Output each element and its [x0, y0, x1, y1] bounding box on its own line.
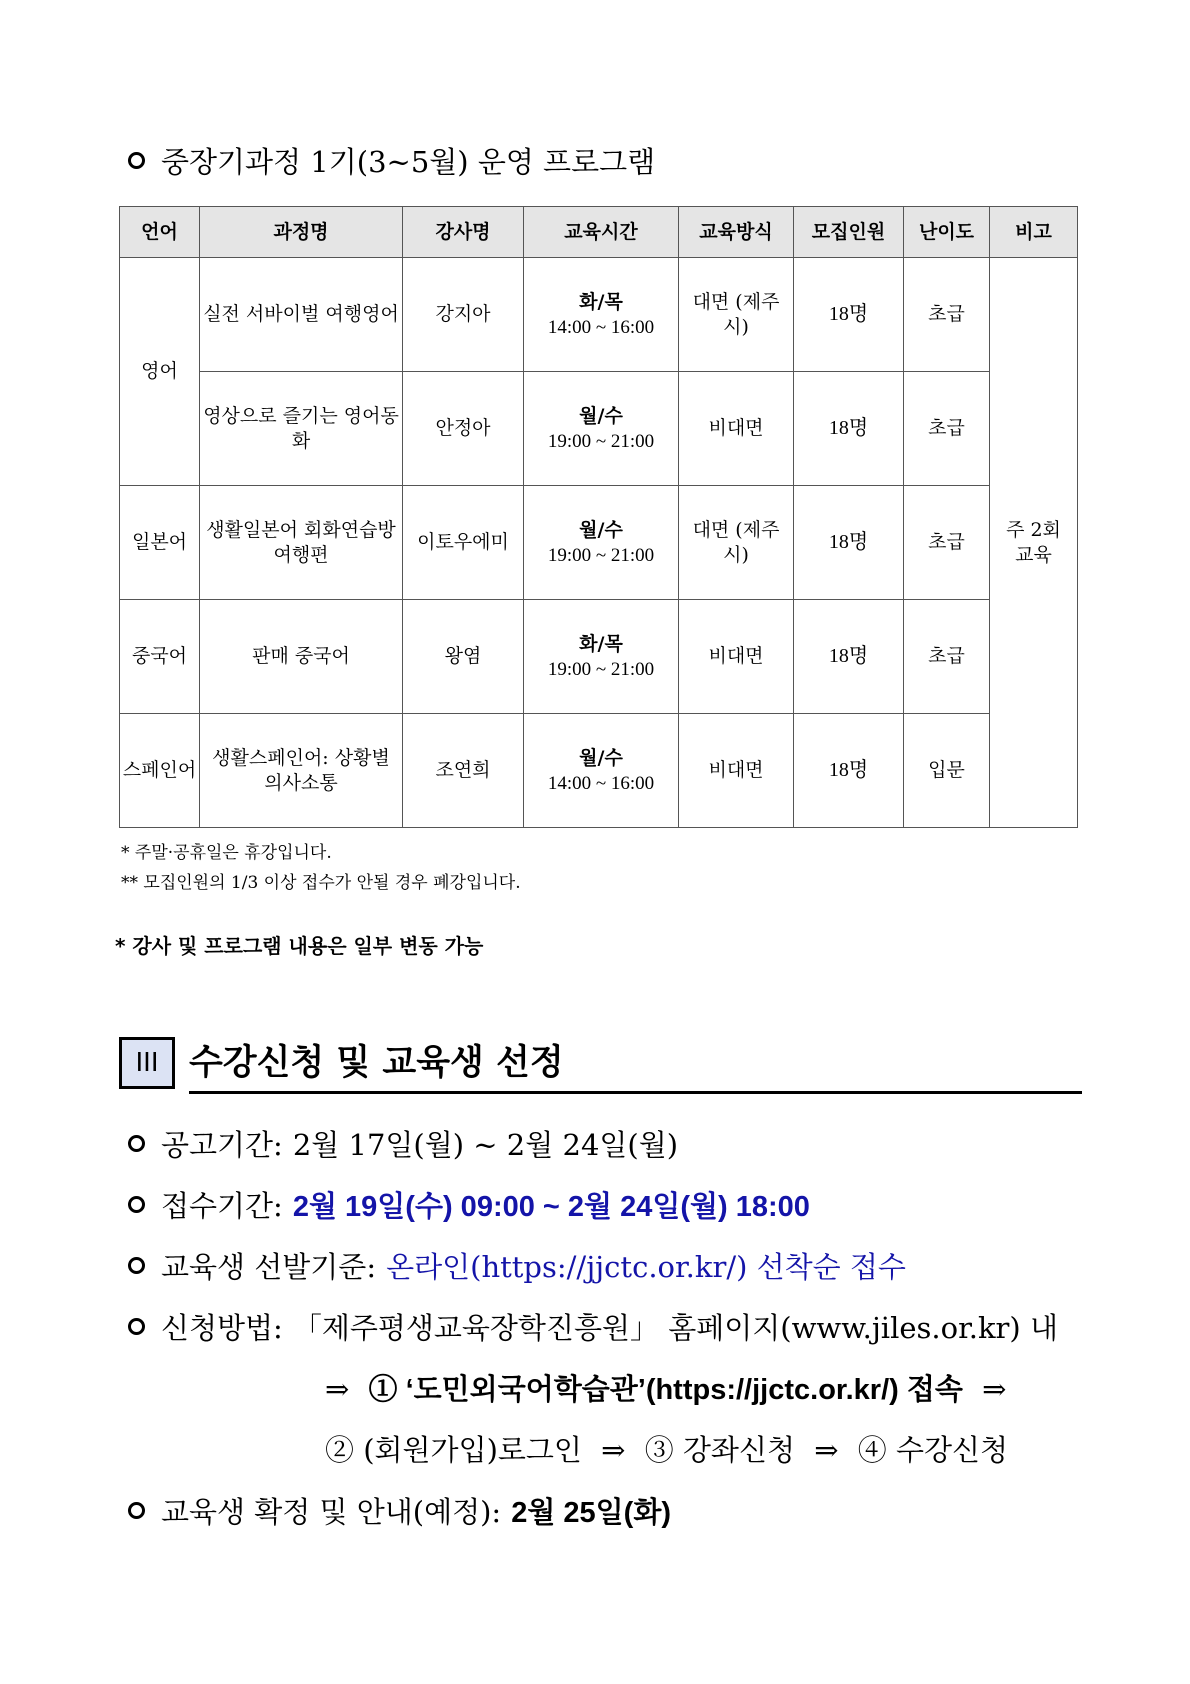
arrow-icon: ⇒ [814, 1433, 839, 1467]
arrow-icon: ⇒ [601, 1433, 626, 1467]
language-cell: 영어 [120, 258, 200, 486]
remarks-cell: 주 2회 교육 [990, 258, 1078, 828]
hours-text: 14:00 ~ 16:00 [547, 772, 655, 794]
header-remarks: 비고 [990, 207, 1078, 258]
step-2: ② (회원가입)로그인 [325, 1433, 582, 1467]
header-time: 교육시간 [524, 207, 679, 258]
table-header-row [120, 207, 1078, 258]
hours-text: 19:00 ~ 21:00 [547, 430, 655, 452]
header-capacity: 모집인원 [794, 207, 904, 258]
instructor-cell: 안정아 [403, 372, 524, 486]
instructor-cell: 강지아 [403, 258, 524, 372]
time-cell [524, 258, 679, 372]
header-instructor: 강사명 [403, 207, 524, 258]
receipt-value: 2월 19일(수) 09:00 ~ 2월 24일(월) 18:00 [292, 1191, 810, 1223]
confirm-value: 2월 25일(화) [511, 1497, 672, 1529]
capacity-cell: 18명 [794, 600, 904, 714]
method-cell: 비대면 [679, 600, 794, 714]
circle-bullet-icon [128, 1502, 145, 1519]
level-cell: 초급 [904, 258, 990, 372]
days-text: 월/수 [579, 404, 623, 427]
capacity-cell: 18명 [794, 258, 904, 372]
criteria-value: 온라인(https://jjctc.or.kr/) 선착순 접수 [386, 1250, 906, 1284]
receipt-label: 접수기간: [161, 1189, 283, 1223]
table-row [120, 486, 1078, 600]
hours-text: 19:00 ~ 21:00 [547, 658, 655, 680]
circle-bullet-icon [128, 1257, 145, 1274]
criteria-label: 교육생 선발기준: [161, 1250, 377, 1284]
header-course: 과정명 [200, 207, 403, 258]
section-title: 수강신청 및 교육생 선정 [189, 1043, 564, 1083]
selection-criteria [128, 1245, 906, 1286]
announce-label: 공고기간: [161, 1128, 283, 1162]
level-cell: 초급 [904, 372, 990, 486]
method-cell: 비대면 [679, 372, 794, 486]
table-row [120, 258, 1078, 372]
header-language: 언어 [120, 207, 200, 258]
hours-text: 14:00 ~ 16:00 [547, 316, 655, 338]
arrow-icon: ⇒ [325, 1372, 350, 1406]
method-cell: 대면 (제주시) [679, 486, 794, 600]
days-text: 월/수 [579, 746, 623, 769]
method-cell: 비대면 [679, 714, 794, 828]
course-cell: 생활스페인어: 상황별 의사소통 [200, 714, 403, 828]
method-cell: 대면 (제주시) [679, 258, 794, 372]
receipt-period [128, 1184, 810, 1225]
circle-bullet-icon [128, 152, 145, 169]
course-cell: 실전 서바이벌 여행영어 [200, 258, 403, 372]
section-number-box: III [119, 1037, 175, 1089]
days-text: 월/수 [579, 518, 623, 541]
table-row [120, 600, 1078, 714]
circle-bullet-icon [128, 1196, 145, 1213]
note-change: * 강사 및 프로그램 내용은 일부 변동 가능 [115, 934, 484, 958]
circle-bullet-icon [128, 1135, 145, 1152]
application-method [128, 1306, 1058, 1347]
header-level: 난이도 [904, 207, 990, 258]
course-cell: 생활일본어 회화연습방 여행편 [200, 486, 403, 600]
method-label: 신청방법: [161, 1311, 283, 1345]
note-cancellation: ** 모집인원의 1/3 이상 접수가 안될 경우 폐강입니다. [121, 873, 521, 893]
level-cell: 초급 [904, 486, 990, 600]
program-table [119, 206, 1078, 828]
note-holiday: * 주말·공휴일은 휴강입니다. [121, 843, 332, 863]
time-cell [524, 600, 679, 714]
level-cell: 입문 [904, 714, 990, 828]
time-cell [524, 372, 679, 486]
circle-bullet-icon [128, 1318, 145, 1335]
level-cell: 초급 [904, 600, 990, 714]
course-cell: 판매 중국어 [200, 600, 403, 714]
language-cell: 스페인어 [120, 714, 200, 828]
table-row [120, 372, 1078, 486]
application-step-line-2 [325, 1428, 1008, 1469]
capacity-cell: 18명 [794, 372, 904, 486]
language-cell: 일본어 [120, 486, 200, 600]
header-method: 교육방식 [679, 207, 794, 258]
time-cell [524, 714, 679, 828]
course-cell: 영상으로 즐기는 영어동화 [200, 372, 403, 486]
program-heading [128, 140, 655, 181]
capacity-cell: 18명 [794, 714, 904, 828]
confirmation [128, 1490, 671, 1531]
step-1: ① ‘도민외국어학습관’(https://jjctc.or.kr/) 접속 [368, 1374, 963, 1406]
table-row [120, 714, 1078, 828]
instructor-cell: 이토우에미 [403, 486, 524, 600]
days-text: 화/목 [579, 632, 623, 655]
step-3: ③ 강좌신청 [644, 1433, 795, 1467]
language-cell: 중국어 [120, 600, 200, 714]
application-step-line-1 [325, 1367, 1006, 1408]
section-underline [189, 1091, 1082, 1094]
announce-value: 2월 17일(월) ~ 2월 24일(월) [292, 1128, 679, 1162]
program-heading-text: 중장기과정 1기(3~5월) 운영 프로그램 [161, 145, 656, 179]
method-value: 「제주평생교육장학진흥원」 홈페이지(www.jiles.or.kr) 내 [292, 1311, 1058, 1345]
days-text: 화/목 [579, 290, 623, 313]
step-4: ④ 수강신청 [857, 1433, 1009, 1467]
confirm-label: 교육생 확정 및 안내(예정): [161, 1495, 502, 1529]
time-cell [524, 486, 679, 600]
announce-period [128, 1123, 678, 1164]
capacity-cell: 18명 [794, 486, 904, 600]
hours-text: 19:00 ~ 21:00 [547, 544, 655, 566]
instructor-cell: 왕염 [403, 600, 524, 714]
instructor-cell: 조연희 [403, 714, 524, 828]
arrow-icon: ⇒ [982, 1372, 1007, 1406]
